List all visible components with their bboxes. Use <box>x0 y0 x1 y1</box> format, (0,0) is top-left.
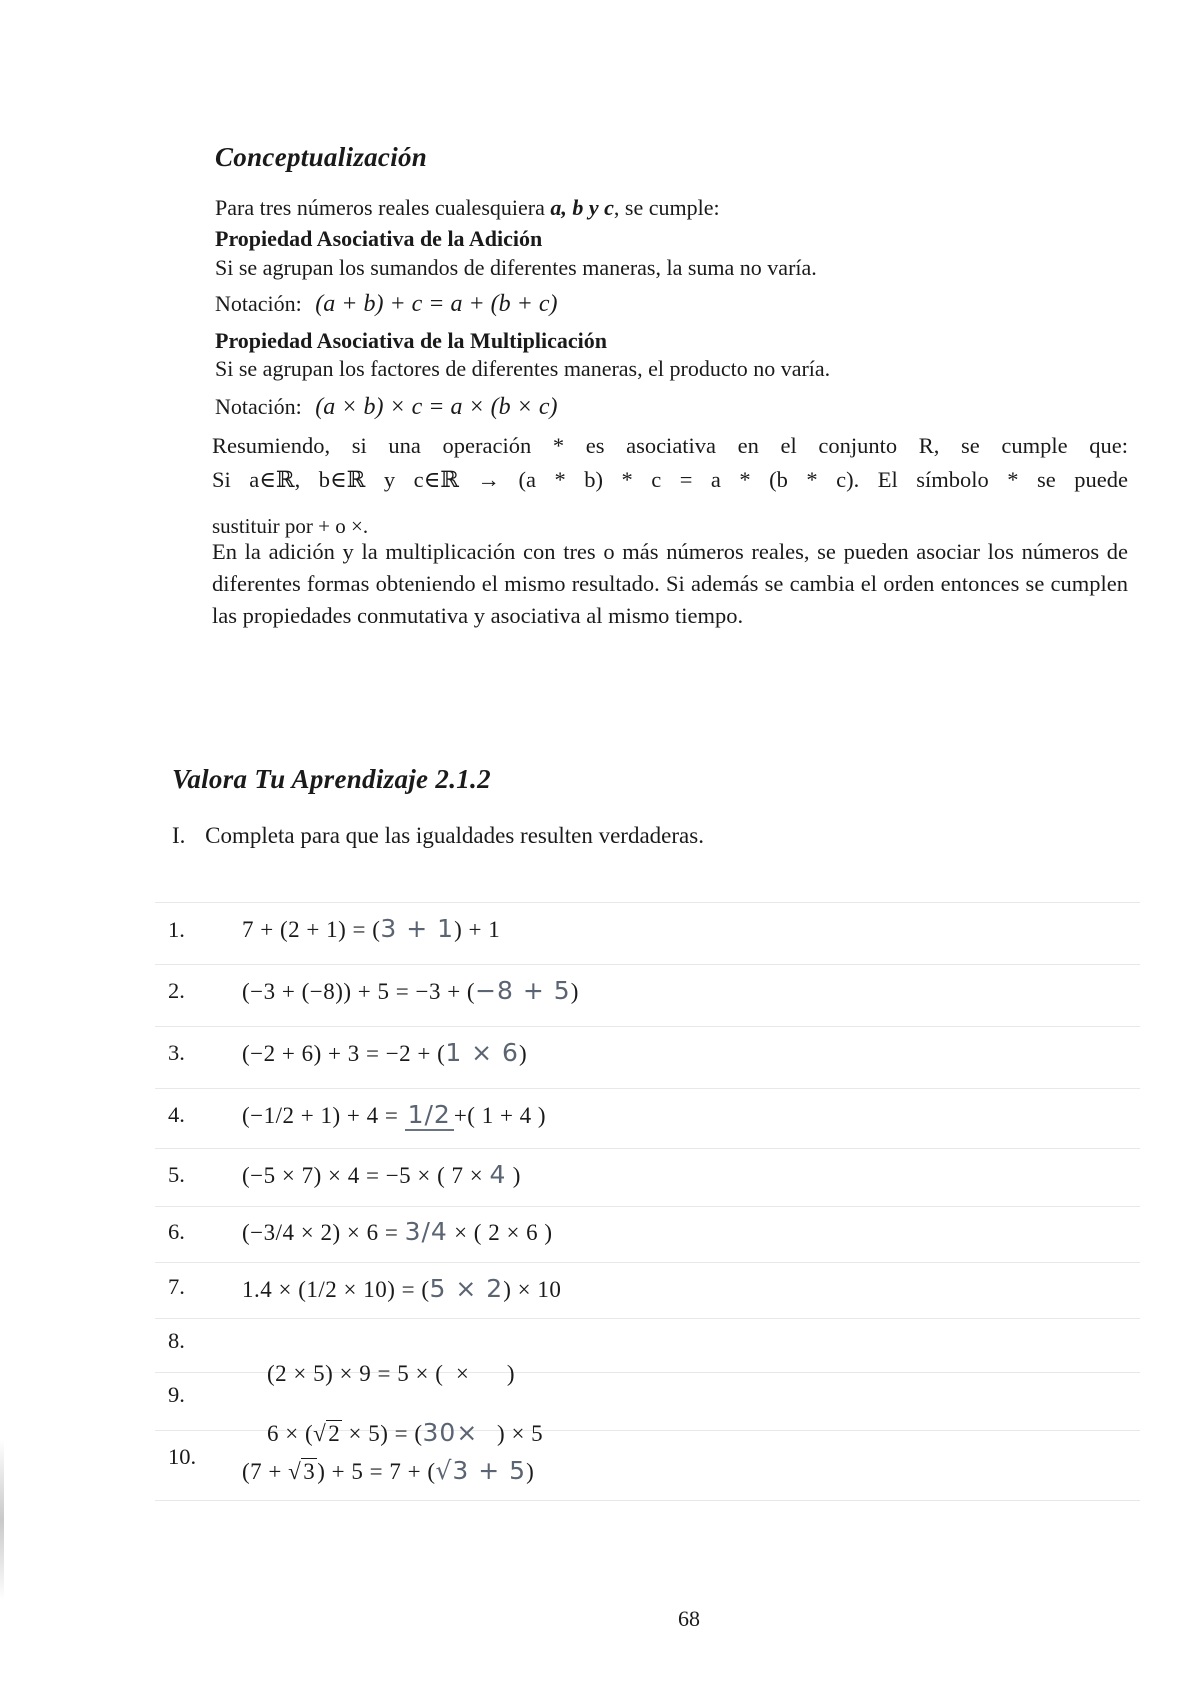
add-notation-label: Notación: <box>215 291 302 316</box>
exercise-number: 2. <box>168 978 185 1003</box>
square-root: √3 <box>288 1459 316 1484</box>
assessment-title: Valora Tu Aprendizaje 2.1.2 <box>172 764 491 794</box>
row-divider <box>155 1262 1140 1263</box>
handwritten-answer[interactable]: 3 + 1 <box>380 914 455 943</box>
mul-notation-formula: (a × b) × c = a × (b × c) <box>315 394 558 420</box>
row-divider <box>155 1148 1140 1149</box>
row-divider <box>155 1026 1140 1027</box>
exercise-number: 4. <box>168 1102 185 1127</box>
exercise-equation <box>242 1160 521 1189</box>
equation-right: +( 1 + 4 ) <box>453 1103 547 1128</box>
exercise-equation <box>242 1038 527 1067</box>
handwritten-answer[interactable]: 1/2 <box>405 1100 454 1131</box>
exercise-equation <box>242 1274 561 1303</box>
square-root: √2 <box>313 1421 341 1446</box>
row-divider <box>155 964 1140 965</box>
mul-heading: Propiedad Asociativa de la Multiplicación <box>215 328 607 353</box>
handwritten-answer[interactable]: 3/4 <box>404 1217 448 1246</box>
handwritten-answer[interactable]: 1 × 6 <box>445 1038 519 1067</box>
closing-paragraph: En la adición y la multiplicación con tres o más números reales, se pueden asociar los números de diferentes formas obteniendo el mismo resultado. Si además se cambia el orden entonces se cumplen las propiedades conmutativa y asociativa al mismo tiempo. <box>212 539 1128 628</box>
equation-left: (7 + <box>242 1459 289 1484</box>
equation-right: ) × 10 <box>503 1277 562 1302</box>
equation-left: 1.4 × (1/2 × 10) = ( <box>242 1277 430 1302</box>
equation-right: ) × 5 <box>478 1421 544 1446</box>
concept-intro-text: Para tres números reales cualesquiera <box>215 195 551 220</box>
radicand: 3 <box>303 1459 316 1484</box>
equation-left: (−1/2 + 1) + 4 = <box>242 1103 405 1128</box>
exercise-equation <box>242 914 500 943</box>
add-notation-row <box>215 290 558 318</box>
instruction-text: Completa para que las igualdades resulten verdaderas. <box>205 823 704 848</box>
row-divider <box>155 1206 1140 1207</box>
row-divider <box>155 1500 1140 1501</box>
mul-notation-row <box>215 393 558 421</box>
handwritten-answer[interactable]: 30× <box>422 1418 479 1447</box>
mul-notation-label: Notación: <box>215 394 302 419</box>
equation-right: ) <box>570 979 579 1004</box>
equation-right: ) + 1 <box>454 917 501 942</box>
equation-middle: × 5) = ( <box>342 1421 423 1446</box>
add-description: Si se agrupan los sumandos de diferentes maneras, la suma no varía. <box>215 255 817 280</box>
handwritten-answer[interactable]: 4 <box>489 1160 507 1189</box>
exercise-equation <box>242 1456 534 1485</box>
summary-line-2: Si a∈ℝ, b∈ℝ y c∈ℝ → (a * b) * c = a * (b * c). El símbolo * se puede <box>212 467 1128 492</box>
equation-middle: ) + 5 = 7 + ( <box>317 1459 436 1484</box>
equation-right: × ( 2 × 6 ) <box>447 1220 553 1245</box>
scan-edge-shadow <box>0 1440 4 1600</box>
row-divider <box>155 1318 1140 1319</box>
concept-intro-post: , se cumple: <box>613 195 720 220</box>
equation-right: ) <box>506 1163 521 1188</box>
exercise-number: 7. <box>168 1274 185 1299</box>
handwritten-answer[interactable]: 5 × 2 <box>429 1274 504 1303</box>
page-number: 68 <box>678 1606 700 1631</box>
add-heading: Propiedad Asociativa de la Adición <box>215 226 543 251</box>
equation-left: (−3 + (−8)) + 5 = −3 + ( <box>242 979 476 1004</box>
row-divider <box>155 1088 1140 1089</box>
concept-intro-vars: a, b y c <box>550 195 614 220</box>
equation-left: (−5 × 7) × 4 = −5 × ( 7 × <box>242 1163 490 1188</box>
exercise-number: 10. <box>168 1444 197 1469</box>
handwritten-answer[interactable]: −8 + 5 <box>475 976 571 1005</box>
instruction-row <box>172 822 704 850</box>
equation-right: × ) <box>443 1361 516 1386</box>
exercise-equation <box>242 1217 553 1246</box>
exercise-equation <box>242 976 579 1005</box>
exercise-number: 9. <box>168 1382 185 1407</box>
equation-left: (−3/4 × 2) × 6 = <box>242 1220 405 1245</box>
exercise-equation <box>242 1100 546 1129</box>
exercise-number: 5. <box>168 1162 185 1187</box>
exercise-number: 3. <box>168 1040 185 1065</box>
exercise-number: 6. <box>168 1219 185 1244</box>
equation-right: ) <box>518 1041 528 1066</box>
equation-right: ) <box>526 1459 535 1484</box>
handwritten-answer[interactable]: √3 + 5 <box>435 1456 527 1485</box>
exercise-number: 8. <box>168 1328 185 1353</box>
concept-intro <box>215 194 720 222</box>
add-notation-formula: (a + b) + c = a + (b + c) <box>315 291 558 317</box>
exercise-number: 1. <box>168 917 185 942</box>
mul-description: Si se agrupan los factores de diferentes maneras, el producto no varía. <box>215 356 831 381</box>
instruction-number: I. <box>172 823 186 848</box>
summary-line-3: sustituir por + o ×. <box>212 514 369 538</box>
concept-title: Conceptualización <box>215 142 428 172</box>
equation-left: 6 × ( <box>267 1421 314 1446</box>
row-divider <box>155 902 1140 903</box>
radicand: 2 <box>328 1421 341 1446</box>
summary-line-1: Resumiendo, si una operación * es asociativa en el conjunto R, se cumple que: <box>212 433 1128 458</box>
equation-left: (−2 + 6) + 3 = −2 + ( <box>242 1041 446 1066</box>
equation-left: 7 + (2 + 1) = ( <box>242 917 381 942</box>
equation-left: (2 × 5) × 9 = 5 × ( <box>267 1361 444 1386</box>
